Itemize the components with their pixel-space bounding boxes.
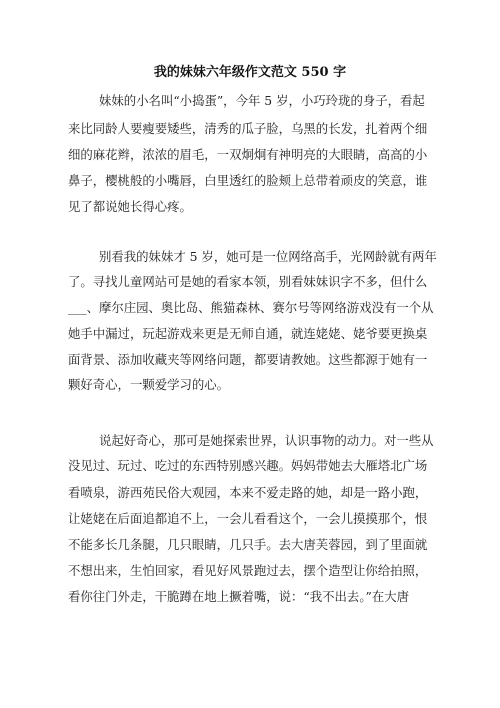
paragraph-1-line-5: 见了都说她长得心疼。: [68, 199, 192, 214]
paragraph-2-line-4: 她手中漏过，玩起游戏来更是无师自通，就连姥姥、姥爷要更换桌: [68, 326, 428, 341]
paragraph-1-line-2: 来比同龄人要瘦要矮些，清秀的瓜子脸，乌黑的长发，扎着两个细: [68, 121, 428, 136]
paragraph-3-line-3: 看喷泉，游西苑民俗大观园，本来不爱走路的她，却是一路小跑，: [68, 485, 428, 500]
paragraph-2-line-1: 别看我的妹妹才 5 岁，她可是一位网络高手，光网龄就有两年: [99, 249, 437, 264]
paragraph-2-line-2: 了。寻找儿童网站可是她的看家本领，别看妹妹识字不多，但什么: [68, 274, 428, 289]
paragraph-3-line-1: 说起好奇心，那可是她探索世界，认识事物的动力。对一些从: [99, 433, 434, 448]
paragraph-3-line-5: 不能多长几条腿，几只眼睛，几只手。去大唐芙蓉园，到了里面就: [68, 537, 428, 552]
paragraph-1-line-1: 妹妹的小名叫“小捣蛋”，今年 5 岁，小巧玲珑的身子，看起: [99, 93, 425, 108]
paragraph-3-line-7: 看你往门外走，干脆蹲在地上撅着嘴，说：“我不出去。”在大唐: [68, 589, 410, 604]
paragraph-2-line-6: 颗好奇心，一颗爱学习的心。: [68, 377, 230, 392]
paragraph-3-line-2: 没见过、玩过、吃过的东西特别感兴趣。妈妈带她去大雁塔北广场: [68, 458, 428, 473]
paragraph-2-line-3: ___、摩尔庄园、奥比岛、熊猫森林、赛尔号等网络游戏没有一个从: [68, 300, 434, 315]
paragraph-2-line-5: 面背景、添加收藏夹等网络问题，都要请教她。这些都源于她有一: [68, 352, 428, 367]
paragraph-1-line-4: 鼻子，樱桃般的小嘴唇，白里透红的脸颊上总带着顽皮的笑意，谁: [68, 173, 428, 188]
paragraph-3-line-4: 让姥姥在后面追都追不上，一会儿看看这个，一会儿摸摸那个，恨: [68, 511, 428, 526]
paragraph-1-line-3: 细的麻花辫，浓浓的眉毛，一双炯炯有神明亮的大眼睛，高高的小: [68, 147, 428, 162]
paragraph-3-line-6: 不想出来，生怕回家，看见好风景跑过去，摆个造型让你给拍照，: [68, 563, 428, 578]
document-title: 我的妹妹六年级作文范文 550 字: [153, 65, 347, 80]
